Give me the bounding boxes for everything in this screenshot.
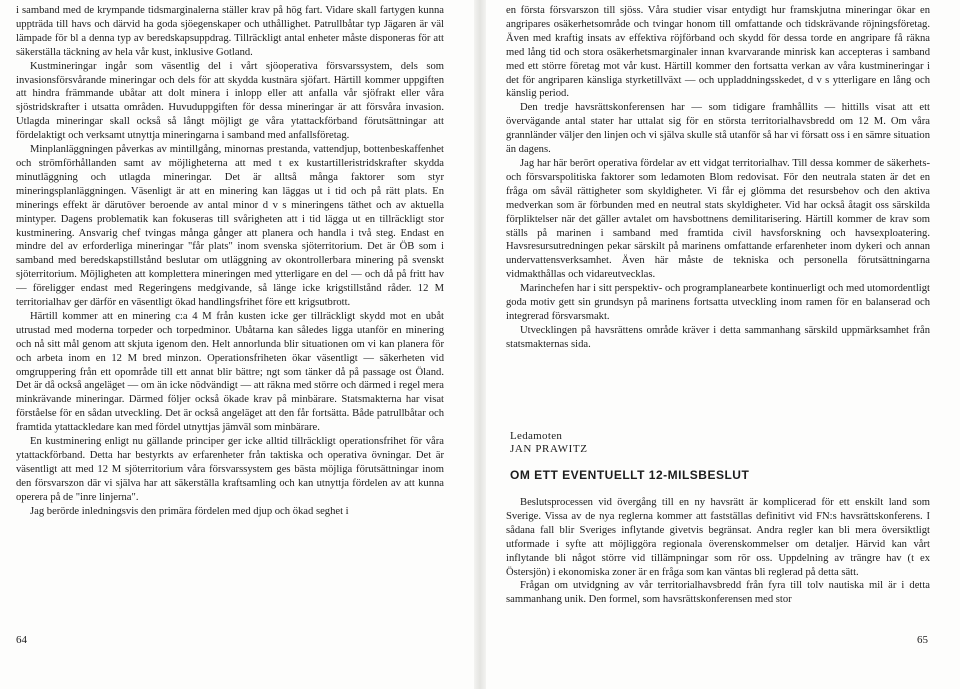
left-paragraph: Jag berörde inledningsvis den primära fördelen med djup och ökad seghet i [30, 505, 349, 517]
left-paragraph: i samband med de krympande tidsmarginalerna ställer krav på hög fart. Vidare skall fartygen kunna uppträda till havs och därvid ha goda sjöegenskaper och uthållighet. Patrullbåtar typ Jägaren är väl lämpade för bl a denna typ av beredskapsuppdrag. Tillräckligt antal enheter måste disponeras för att säkerställa täckning av hela vår kust, inklusive Gotland. [16, 5, 444, 58]
left-paragraph: Kustmineringar ingår som väsentlig del i vårt sjöoperativa försvarssystem, dels som invasionsförsvårande mineringar och dels för att skydda kustnära sjöfart. Härtill kommer uppgiften att hindra främmande ubåtar att dolt minera i inlopp eller att anfalla vår sjöfrakt eller våra sjöstridskrafter i utsatta områden. Huvuduppgiften för dessa mineringar är att försvåra invasion. Utlagda mineringar skall också så långt möjligt ge våra ytattackförband förutsättningar att fördelaktigt och verksamt utnyttja mineringarna i samband med anfallsföretag. [16, 60, 444, 142]
left-page-text [16, 4, 444, 616]
article-paragraph: Beslutsprocessen vid övergång till en ny havsrätt är komplicerad för ett enskilt land som Sverige. Vissa av de nya reglerna kommer att fastställas definitivt vid FN:s havsrättskonferens. I sådana fall blir Sveriges inflytande givetvis begränsat. Andra regler kan bli mera översiktligt utformade i syfte att möjliggöra regionala överenskommelser om detaljer. Härvid kan vårt inflytande bli något större vid tillämpningar som rör oss. Uppdelning av trängre hav (t ex Östersjön) i ekonomiska zoner är en fråga som kan väntas bli reglerad på detta sätt. [506, 497, 930, 578]
right-page-text [506, 4, 930, 404]
left-paragraph: Minplanläggningen påverkas av mintillgång, minornas prestanda, vattendjup, bottenbeskaffenhet och strömförhållanden samt av möjligheterna att med t ex kustartilleristridskrafter skydda minutläggning och utlagda mineringar. Det är alltså många faktorer som styr mineringsplanläggningen. Väsenligt är att en minering kan läggas ut i tid och på rätt plats. En minerings effekt är därutöver beroende av antal minor d v s mineringens täthet och av aktuella mintyper. Dagens problematik kan fokuseras till svårigheten att i tid lägga ut en tillräckligt stor kustminering. Ansvarig chef tvingas många gånger att planera och handla i två steg. Endast en mindre del av erforderliga mineringar "får plats" inom svenska sjöterritorium. Det är ÖB som i samband med beredskapstillstånd beslutar om utläggning av okontrollerbara minering på svenskt sjöterritorium. Möjligheten att komplettera mineringen med ytterligare en del — och då på fritt hav — föreligger endast med Regeringens medgivande, så länge icke krigstillstånd råder. 12 M territorialhav ger därför en väsentligt ökad handlingsfrihet före ett krigsutbrott. [16, 144, 444, 309]
article-body [506, 496, 930, 620]
right-paragraph: Utvecklingen på havsrättens område kräver i detta sammanhang särskild uppmärksamhet från statsmakternas sida. [506, 324, 930, 350]
signature-role: Ledamoten [510, 430, 563, 442]
right-paragraph: en första försvarszon till sjöss. Våra studier visar entydigt hur framskjutna mineringar ökar en angripares osäkerhetsområde och tvingar honom till omfattande och tidskrävande röjningsföretag. Även med kraftig insats av effektiva röjförband och skydd för dessa torde en angripare få räkna med lång tid och stora osäkerhetsmarginaler innan kvarvarande minrisk kan accepteras i samband med ett större företag mot vår kust. Härtill kommer den fortsatta verkan av våra kustmineringar i det för angriparen känsliga styrketillväxt — och uppladdningsskedet, d v s ytterligare en lång och känslig period. [506, 5, 930, 100]
signature-name: JAN PRAWITZ [510, 443, 588, 455]
left-paragraph: Härtill kommer att en minering c:a 4 M från kusten icke ger tillräckligt skydd mot en ubåt utrustad med moderna torpeder och torpedminor. Ubåtarna kan således ligga utanför en minering och nå sitt mål genom att skjuta igenom den. Helt annorlunda blir situationen om vi kan planera för och arbeta inom en 12 M bred minzon. Operationsfriheten ökar väsentligt — säkerheten vid omgruppering från ett opområde till ett annat blir bättre; ngt som tänker då på passage ost Öland. Det är då också angeläget — om än icke nödvändigt — att räkna med större och därmed i regel mera minkrävande mineringar. Därmed följer också ökade krav på minbärare. Statsmakterna har visat förståelse för en sådan utveckling. Det är också angeläget att den får fortsätta. Både patrullbåtar och framtida ytattackledare kan med fördel utnyttjas jämväl som minbärare. [16, 310, 444, 434]
right-paragraph: Den tredje havsrättskonferensen har — som tidigare framhållits — hittills visat att ett övervägande antal stater har uttalat sig för en största territorialhavsbredd om 12 M. Om våra grannländer väljer den linjen och vi själva skulle stå utanför så har vi försatt oss i en sämre situation än dagens. [506, 102, 930, 156]
right-paragraph: Jag har här berört operativa fördelar av ett vidgat territorialhav. Till dessa kommer de säkerhets- och försvarspolitiska faktorer som ledamoten Blom redovisat. För den neutrala staten är det en fråga om såväl rättigheter som skyldigheter. Vi får ej glömma det resursbehov och den aktiva medverkan som är förbunden med en neutral stats skyldigheter. Vid har också åtagit oss särskilda förpliktelser när det gäller avtalet om havsbottnens demilitarisering. Härtill kommer de krav som ställs på marinen i samband med framtida civil havsforskning och havsexploatering. Havsresursutredningen pekar särskilt på marinens omfattande erfarenheter inom dykeri och annan undervattensverksamhet. Även här måste de tekniska och personella förutsättningarna vidmakthållas och vidareutvecklas. [506, 157, 930, 281]
page-number-left: 64 [16, 634, 27, 646]
right-paragraph: Marinchefen har i sitt perspektiv- och programplanearbete kontinuerligt och med utomordentligt goda motiv gett sin grundsyn på marinens fortsatta utveckling inom ramen för en balanserad och integrerad försvarsmakt. [506, 283, 930, 322]
left-paragraph: En kustminering enligt nu gällande principer ger icke alltid tillräckligt operationsfrihet för våra ytattackförband. Detta har bestyrkts av erfarenheter från taktiska och operativa övningar. Det är väsentligt att med 12 M sjöterritorium våra försvarssystem ges bästa möjliga förutsättningar inom den försvarszon där vi själva har att säkerställa kraftsamling och kan utnyttja fördelen av att kunna operera på de "inre linjerna". [16, 436, 444, 503]
article-paragraph: Frågan om utvidgning av vår territorialhavsbredd från fyra till tolv nautiska mil är i detta sammanhang unik. Den formel, som havsrättskonferensen med stor [506, 580, 930, 606]
book-gutter [474, 0, 486, 689]
article-heading: OM ETT EVENTUELLT 12-MILSBESLUT [510, 468, 750, 482]
page-number-right: 65 [917, 634, 928, 646]
